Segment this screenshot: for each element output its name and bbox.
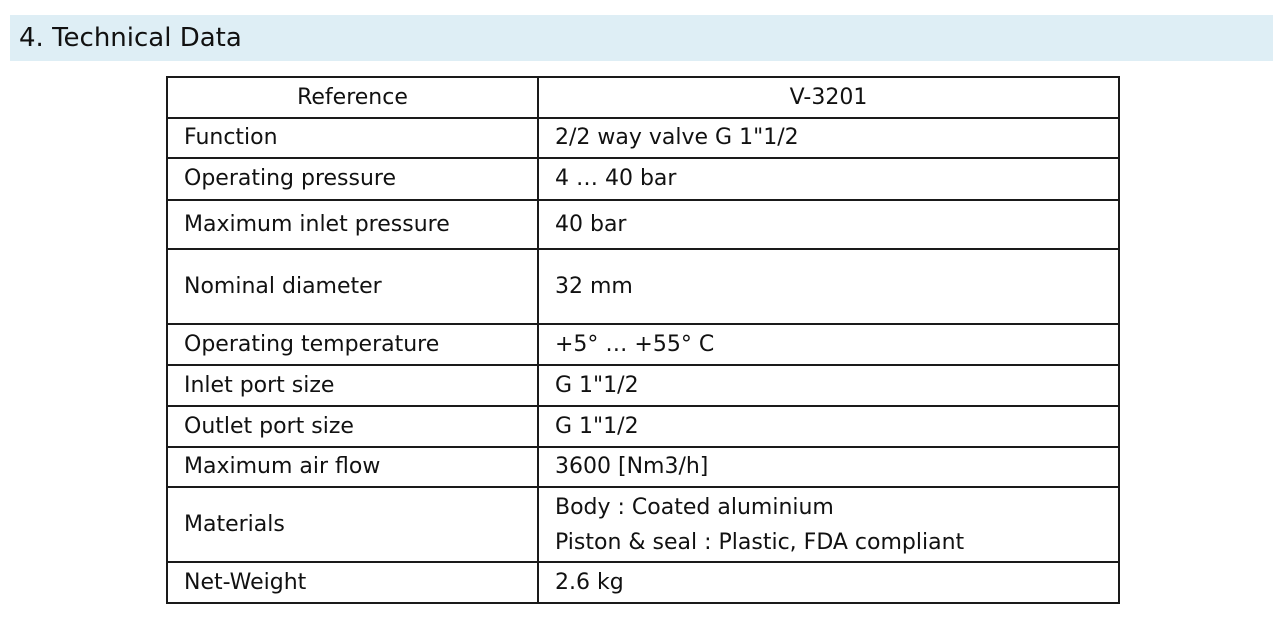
header-cell-label: Reference [167,77,538,118]
header-cell-value: V-3201 [538,77,1119,118]
row-label: Maximum inlet pressure [167,200,538,249]
row-value: 4 … 40 bar [538,158,1119,200]
row-label: Net-Weight [167,562,538,603]
row-label: Nominal diameter [167,249,538,324]
table-row-maximum-inlet-pressure [167,200,1119,249]
row-label: Operating temperature [167,324,538,365]
table-row-operating-temperature [167,324,1119,365]
materials-line-piston-seal: Piston & seal : Plastic, FDA compliant [555,529,965,555]
technical-data-table [166,76,1120,604]
row-value [538,487,1119,562]
row-label: Inlet port size [167,365,538,406]
table-header-row [167,77,1119,118]
row-label: Outlet port size [167,406,538,447]
section-title: 4. Technical Data [19,23,242,53]
section-header [10,15,1273,61]
row-value: +5° … +55° C [538,324,1119,365]
row-label: Function [167,118,538,158]
row-value: 2/2 way valve G 1"1/2 [538,118,1119,158]
table-row-materials [167,487,1119,562]
row-label: Maximum air flow [167,447,538,487]
table-row-nominal-diameter [167,249,1119,324]
row-value: G 1"1/2 [538,406,1119,447]
table-row-net-weight [167,562,1119,603]
materials-line-body: Body : Coated aluminium [555,494,834,520]
table-row-maximum-air-flow [167,447,1119,487]
table-row-inlet-port-size [167,365,1119,406]
row-value: G 1"1/2 [538,365,1119,406]
row-value: 2.6 kg [538,562,1119,603]
row-label: Materials [167,487,538,562]
row-value: 3600 [Nm3/h] [538,447,1119,487]
row-label: Operating pressure [167,158,538,200]
row-value: 40 bar [538,200,1119,249]
table-row-function [167,118,1119,158]
table-row-operating-pressure [167,158,1119,200]
table-row-outlet-port-size [167,406,1119,447]
row-value: 32 mm [538,249,1119,324]
